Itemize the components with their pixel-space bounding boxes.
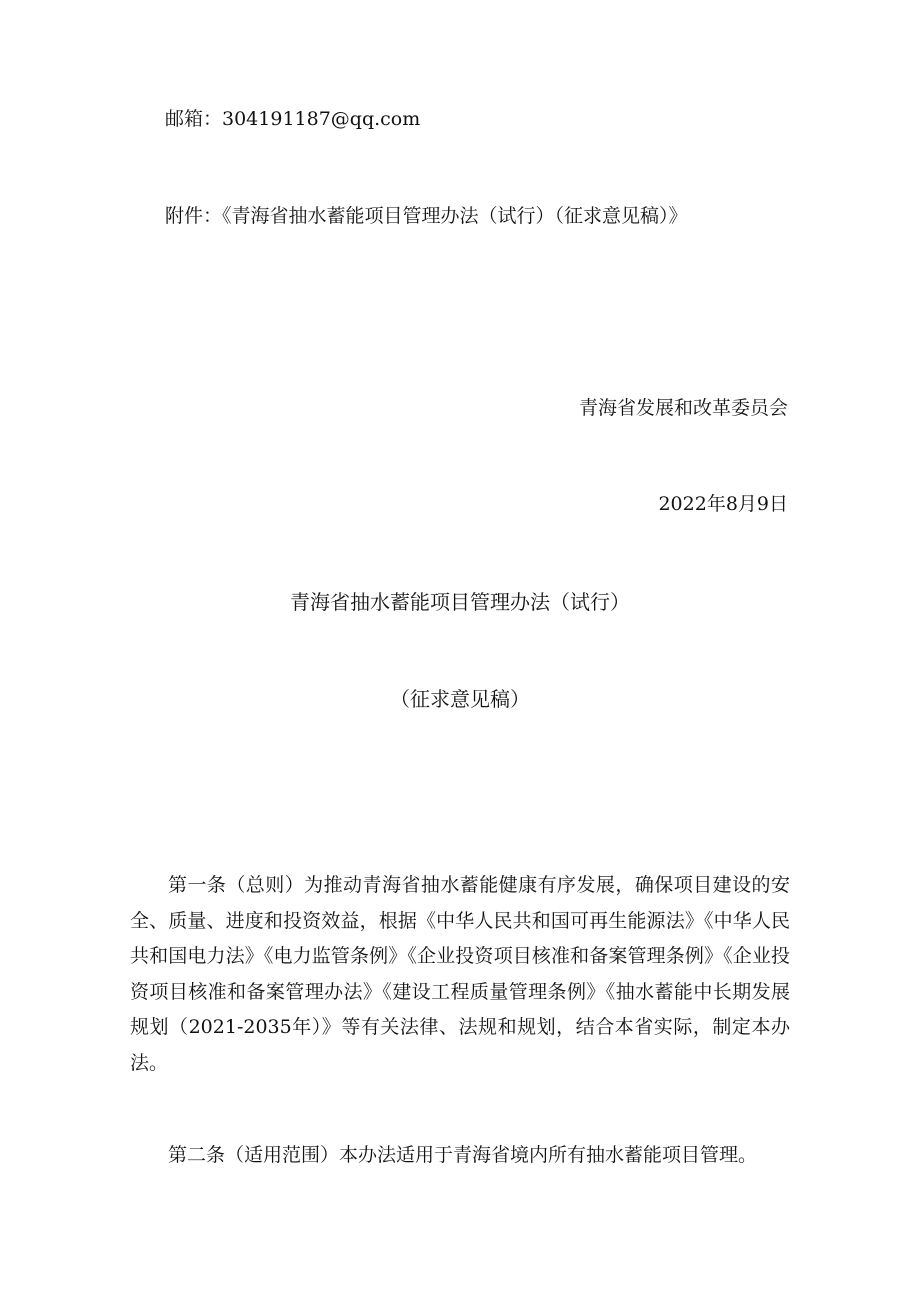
document-subtitle: （征求意见稿） (390, 687, 530, 711)
email-line: 邮箱：304191187@qq.com (165, 108, 421, 130)
article-2: 第二条（适用范围）本办法适用于青海省境内所有抽水蓄能项目管理。 (168, 1144, 758, 1166)
issue-date: 2022年8月9日 (658, 493, 788, 515)
attachment-line: 附件：《青海省抽水蓄能项目管理办法（试行）（征求意见稿）》 (165, 205, 688, 227)
article-1: 第一条（总则）为推动青海省抽水蓄能健康有序发展，确保项目建设的安全、质量、进度和投资效益，根据《中华人民共和国可再生能源法》《中华人民共和国电力法》《电力监管条例》《企业投资项目核准和备案管理条例》《企业投资项目核准和备案管理办法》《建设工程质量管理条例》《抽水蓄能中长期发展规划（2021-2035年）》等有关法律、法规和规划，结合本省实际，制定本办法。 (130, 874, 790, 1074)
issuing-organization: 青海省发展和改革委员会 (578, 397, 788, 419)
document-title: 青海省抽水蓄能项目管理办法（试行） (290, 590, 630, 614)
